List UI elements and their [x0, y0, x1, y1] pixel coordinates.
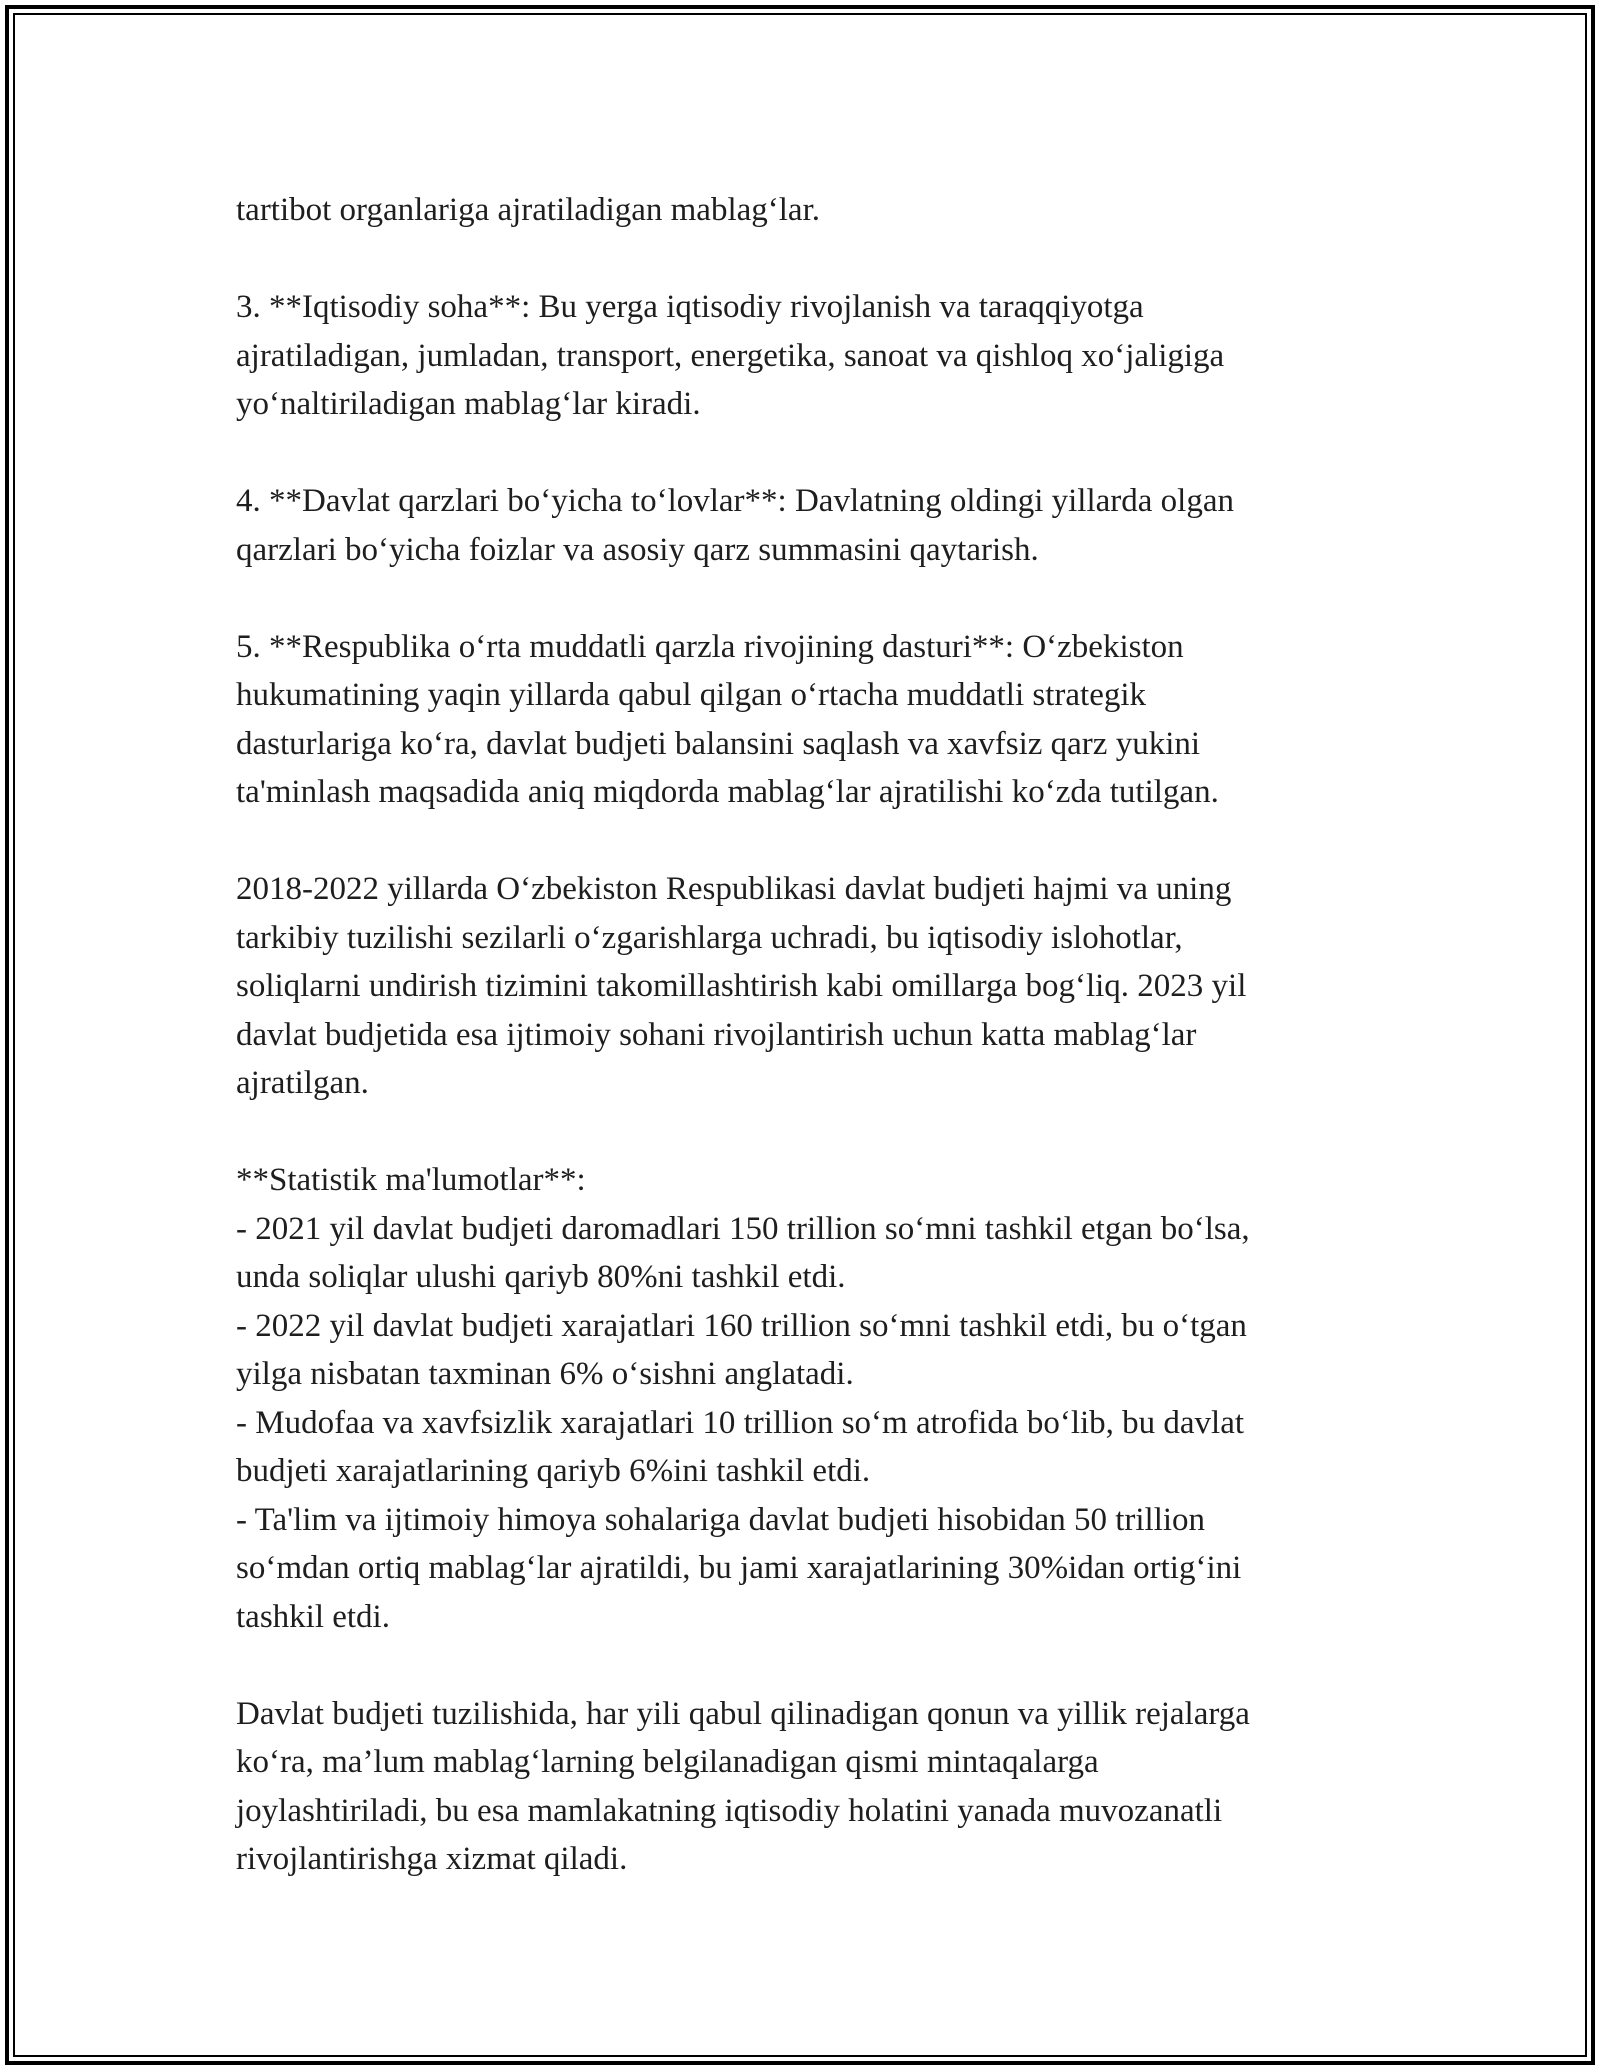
paragraph-statistics: **Statistik ma'lumotlar**: - 2021 yil davlat budjeti daromadlari 150 trillion so‘mni tashkil etgan bo‘lsa, unda soliqlar ulushi qariyb 80%ni tashkil etdi. - 2022 yil davlat budjeti xarajatlari 160 trillion so‘mni tashkil etdi, bu o‘tgan yilga nisbatan taxminan 6% o‘sishni anglatadi. - Mudofaa va xavfsizlik xarajatlari 10 trillion so‘m atrofida bo‘lib, bu davlat budjeti xarajatlarining qariyb 6%ini tashkil etdi. - Ta'lim va ijtimoiy himoya sohalariga davlat budjeti hisobidan 50 trillion so‘mdan ortiq mablag‘lar ajratildi, bu jami xarajatlarining 30%idan ortig‘ini tashkil etdi.	[236, 1162, 1250, 1635]
paragraph-budget-2018-2022: 2018-2022 yillarda O‘zbekiston Respublikasi davlat budjeti hajmi va uning tarkibiy tuzilishi sezilarli o‘zgarishlarga uchradi, bu iqtisodiy islohotlar, soliqlarni undirish tizimini takomillashtirish kabi omillarga bog‘liq. 2023 yil davlat budjetida esa ijtimoiy sohani rivojlantirish uchun katta mablag‘lar ajratilgan.	[236, 871, 1247, 1101]
paragraph-law-enforcement-tail: tartibot organlariga ajratiladigan mablag‘lar.	[236, 192, 820, 228]
paragraph-debt-payments: 4. **Davlat qarzlari bo‘yicha to‘lovlar**: Davlatning oldingi yillarda olgan qarzlari bo‘yicha foizlar va asosiy qarz summasini qaytarish.	[236, 483, 1234, 568]
document-body	[236, 186, 1376, 1884]
paragraph-economic-sector: 3. **Iqtisodiy soha**: Bu yerga iqtisodiy rivojlanish va taraqqiyotga ajratiladigan, jumladan, transport, energetika, sanoat va qishloq xo‘jaligiga yo‘naltiriladigan mablag‘lar kiradi.	[236, 289, 1225, 422]
paragraph-budget-structure: Davlat budjeti tuzilishida, har yili qabul qilinadigan qonun va yillik rejalarga ko‘ra, ma’lum mablag‘larning belgilanadigan qismi mintaqalarga joylashtiriladi, bu esa mamlakatning iqtisodiy holatini yanada muvozanatli rivojlantirishga xizmat qiladi.	[236, 1695, 1250, 1877]
paragraph-medium-term-program: 5. **Respublika o‘rta muddatli qarzla rivojining dasturi**: O‘zbekiston hukumatining yaqin yillarda qabul qilgan o‘rtacha muddatli strategik dasturlariga ko‘ra, davlat budjeti balansini saqlash va xavfsiz qarz yukini ta'minlash maqsadida aniq miqdorda mablag‘lar ajratilishi ko‘zda tutilgan.	[236, 628, 1219, 810]
